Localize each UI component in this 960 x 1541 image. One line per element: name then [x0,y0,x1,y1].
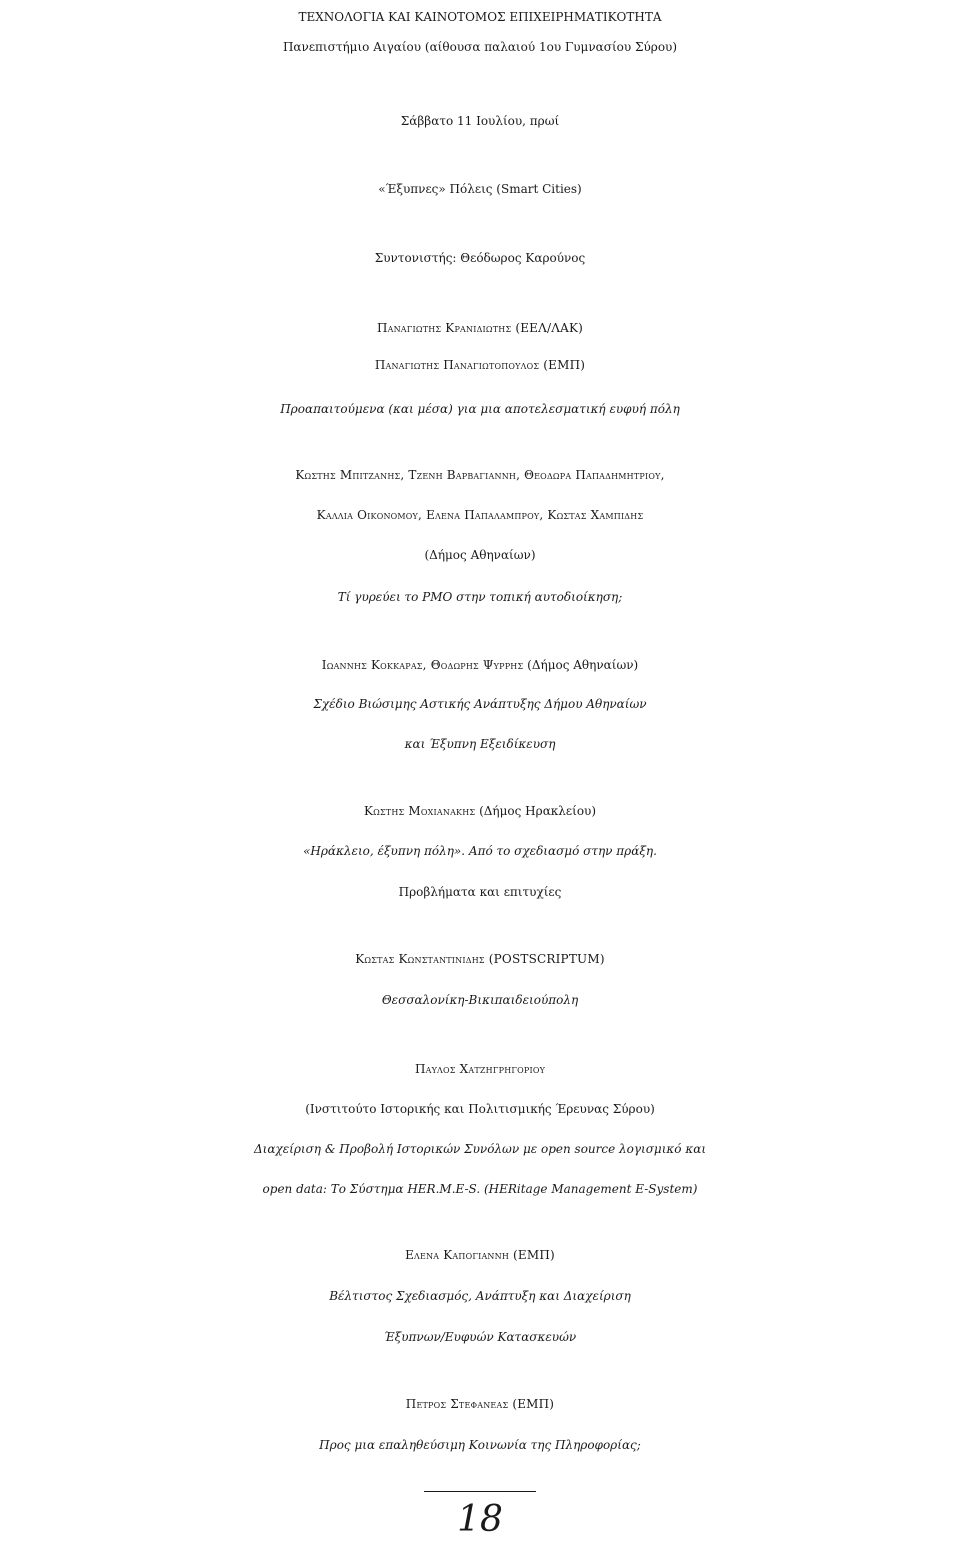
talk-title: open data: Το Σύστημα HER.M.E-S. (HERitage Management E-System) [262,1182,698,1196]
talk-affiliation: (Ινστιτούτο Ιστορικής και Πολιτισμικής Έρευνας Σύρου) [305,1102,655,1116]
talk-author: Κωστης Μπιτζανης, Τζενη Βαρβαγιαννη, Θεοδωρα Παπαδημητριου, [295,468,665,482]
page-number: 18 [457,1499,503,1540]
talk-author: Παυλος Χατζηγρηγοριου [414,1062,546,1076]
session-title: «Έξυπνες» Πόλεις (Smart Cities) [378,182,582,196]
venue: Πανεπιστήμιο Αιγαίου (αίθουσα παλαιού 1ου Γυμνασίου Σύρου) [282,40,678,54]
talk-title: Τί γυρεύει το PMO στην τοπική αυτοδιοίκηση; [337,590,623,604]
talk-author: Πετρος Στεφανεας (ΕΜΠ) [405,1397,555,1411]
session-date: Σάββατο 11 Ιουλίου, πρωί [400,114,560,128]
talk-author-line [0,796,960,826]
talk-title: Προς μια επαληθεύσιμη Κοινωνία της Πληροφορίας; [319,1438,641,1452]
talk-affiliation: (Δήμος Ηρακλείου) [475,804,597,818]
talk-title: Έξυπνων/Ευφυών Κατασκευών [383,1330,577,1344]
talk-title: Διαχείριση & Προβολή Ιστορικών Συνόλων με open source λογισμικό και [253,1142,707,1156]
talk-author: Κωστας Κωνσταντινιδης (POSTSCRIPTUM) [355,952,605,966]
talk-title: Σχέδιο Βιώσιμης Αστικής Ανάπτυξης Δήμου Αθηναίων [313,697,647,711]
talk-author: Παναγιωτης Παναγιωτοπουλος (ΕΜΠ) [374,358,586,372]
talk-title: και Έξυπνη Εξειδίκευση [404,737,556,751]
talk-title: Προβλήματα και επιτυχίες [398,885,562,899]
talk-author: Παναγιωτης Κρανιδιωτης (ΕΕΛ/ΛΑΚ) [376,321,584,335]
talk-author-line [0,650,960,680]
talk-title: Θεσσαλονίκη-Βικιπαιδειούπολη [381,993,579,1007]
talk-affiliation: (Δήμος Αθηναίων) [523,658,639,672]
talk-title: Βέλτιστος Σχεδιασμός, Ανάπτυξη και Διαχείριση [329,1289,631,1303]
talk-affiliation: (Δήμος Αθηναίων) [424,548,536,562]
talk-author: Κωστης Μοχιανακης [363,804,476,818]
talk-title: Προαπαιτούμενα (και μέσα) για μια αποτελεσματική ευφυή πόλη [280,402,680,416]
conference-title: ΤΕΧΝΟΛΟΓΙΑ ΚΑΙ ΚΑΙΝΟΤΟΜΟΣ ΕΠΙΧΕΙΡΗΜΑΤΙΚΟΤΗΤΑ [298,10,662,24]
talk-author: Ιωαννης Κοκκαρας, Θοδωρης Ψυρρης [321,658,524,672]
footer-rule [424,1491,536,1492]
session-coordinator: Συντονιστής: Θεόδωρος Καρούνος [374,251,586,265]
talk-author: Καλλια Οικονομου, Ελενα Παπαλαμπρου, Κωστας Χαμπιδης [316,508,644,522]
talk-title: «Ηράκλειο, έξυπνη πόλη». Από το σχεδιασμό στην πράξη. [303,844,657,858]
talk-author: Ελενα Καπογιαννη (ΕΜΠ) [405,1248,555,1262]
